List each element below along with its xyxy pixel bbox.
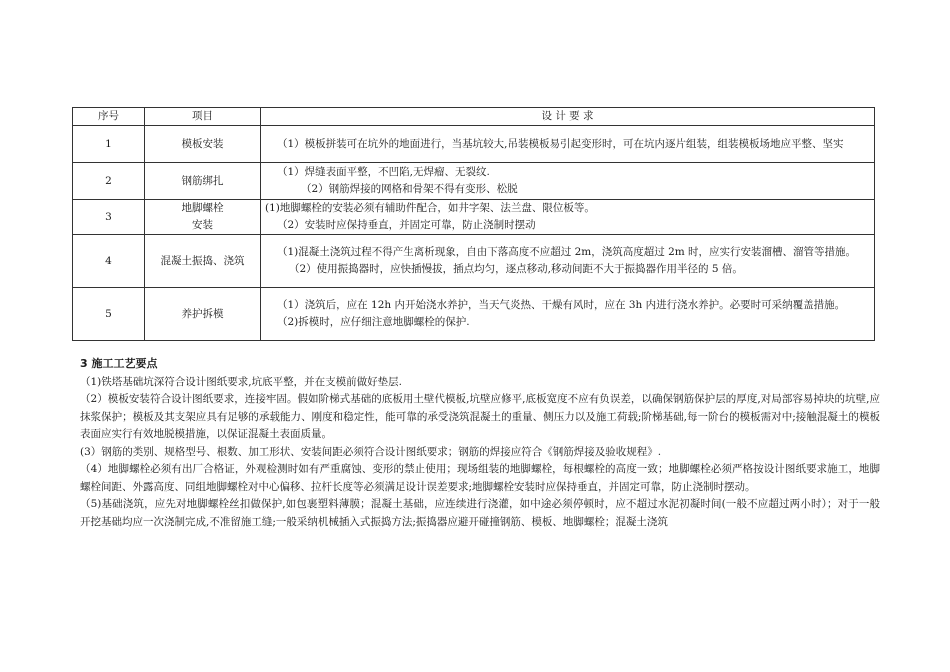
requirement-line: （2)拆模时，应仔细注意地脚螺栓的保护. (277, 316, 470, 328)
section-title: 3 施工工艺要点 (80, 357, 158, 370)
row-item (145, 126, 261, 163)
row-item (145, 288, 261, 341)
row-item-text: 安装 (192, 219, 213, 231)
row-item-text: 混凝土振捣、浇筑 (160, 254, 245, 267)
paragraph-2: （2）模板安装符合设计图纸要求，连接牢固。假如阶梯式基础的底板用土壁代模板,坑壁应修平,底板宽度不应有负误差，以确保钢筋保护层的厚度,对局部容易掉块的坑壁,应抹浆保护；模板及其支架应具有足够的承载能力、刚度和稳定性，能可靠的承受浇筑混凝土的重量、侧压力以及施工荷载;阶梯基础,每一阶台的模板需对中;接触混凝土的模板表面应实行有效地脱模措施，以保证混凝土表面质量。 (80, 393, 880, 440)
row-item (145, 235, 261, 288)
header-number: 序号 (73, 108, 145, 126)
paragraph-1: （1)铁塔基础坑深符合设计图纸要求,坑底平整，并在支模前做好垫层. (80, 375, 402, 388)
requirement-line: (1)地脚螺栓的安装必须有辅助件配合，如井字架、法兰盘、限位板等。 (265, 202, 595, 214)
row-number: 4 (73, 235, 145, 288)
table-row (73, 235, 875, 288)
row-requirements (261, 235, 875, 288)
row-requirements (261, 163, 875, 200)
table-row (73, 126, 875, 163)
row-requirements (261, 288, 875, 341)
row-item-text: 钢筋绑扎 (181, 174, 224, 187)
header-item: 项目 (145, 108, 261, 126)
header-requirements: 设 计 要 求 (261, 108, 875, 126)
requirement-line: （1）模板拼装可在坑外的地面进行，当基坑较大,吊装模板易引起变形时，可在坑内逐片组装，组装模板场地应平整、坚实 (277, 137, 844, 150)
row-number: 5 (73, 288, 145, 341)
requirement-line: （2）钢筋焊接的网格和骨架不得有变形、松脱 (301, 183, 518, 195)
requirement-line: （2）安装时应保持垂直，并固定可靠，防止浇制时摆动 (277, 219, 536, 231)
row-number: 1 (73, 126, 145, 163)
paragraph-4: （4）地脚螺栓必须有出厂合格证，外观检测时如有严重腐蚀、变形的禁止使用；现场组装的地脚螺栓，每根螺栓的高度一致；地脚螺栓必须严格按设计图纸要求施工，地脚螺栓间距、外露高度、同组地脚螺栓对中心偏移、拉杆长度等必须满足设计误差要求;地脚螺栓安装时应保持垂直，并固定可靠，防止浇制时摆动。 (80, 463, 880, 493)
row-number: 2 (73, 163, 145, 200)
requirement-line: （1）焊缝表面平整，不凹陷,无焊瘤、无裂纹. (277, 166, 490, 178)
design-requirements-table (72, 107, 875, 341)
row-number: 3 (73, 200, 145, 235)
row-requirements (261, 126, 875, 163)
row-item (145, 200, 261, 235)
table-row (73, 200, 875, 235)
paragraph-5: （5)基础浇筑，应先对地脚螺栓丝扣做保护,如包裹塑料薄膜；混凝土基础，应连续进行浇灌，如中途必须停顿时，应不超过水泥初凝时间(一般不应超过两小时）；对于一般开挖基础均应一次浇制完成,不准留施工缝;一般采纳机械插入式振捣方法;振捣器应避开碰撞钢筋、模板、地脚螺栓；混凝土浇筑 (80, 498, 880, 528)
requirement-line: （1）浇筑后，应在 12h 内开始浇水养护，当天气炎热、干燥有风时，应在 3h 内进行浇水养护。必要时可采纳覆盖措施。 (277, 299, 846, 311)
table-row (73, 163, 875, 200)
row-item (145, 163, 261, 200)
row-item-text: 养护拆模 (181, 307, 224, 320)
table-row (73, 288, 875, 341)
row-item-text: 模板安装 (181, 137, 224, 150)
paragraph-3: (3）钢筋的类别、规格型号、根数、加工形状、安装间距必须符合设计图纸要求；钢筋的焊接应符合《钢筋焊接及验收规程》. (80, 445, 662, 458)
table-header-row (73, 108, 875, 126)
row-requirements (261, 200, 875, 235)
requirement-line: （2）使用振捣器时，应快插慢拔，插点均匀，逐点移动,移动间距不大于振捣器作用半径的 5 倍。 (289, 263, 743, 275)
row-item-text: 地脚螺栓 (181, 202, 224, 214)
requirement-line: （1)混凝土浇筑过程不得产生离析现象，自由下落高度不应超过 2m，浇筑高度超过 2m 时，应实行安装溜槽、溜管等措施。 (277, 246, 857, 258)
construction-key-points-section (80, 355, 880, 531)
